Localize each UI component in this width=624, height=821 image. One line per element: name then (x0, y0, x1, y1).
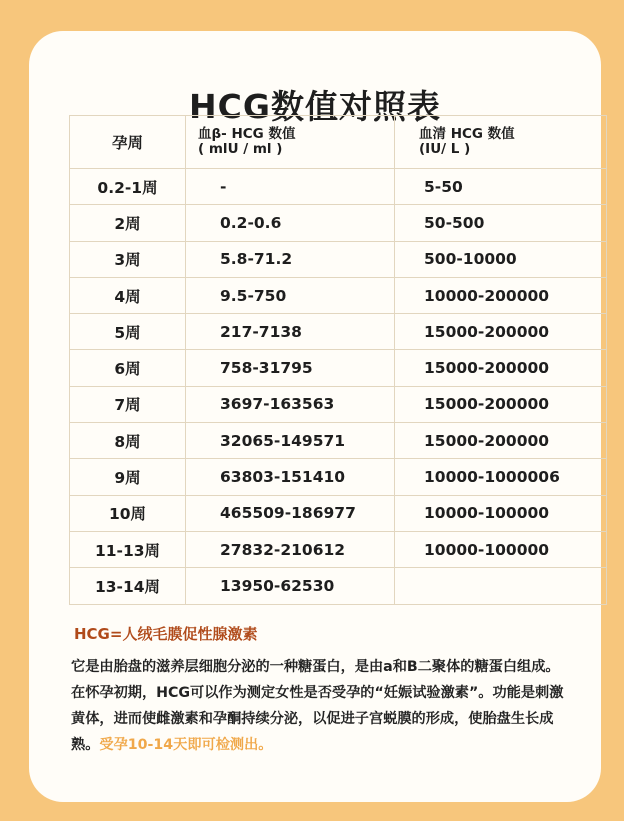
info-section (71, 623, 571, 758)
table-header-row (70, 116, 607, 169)
cell-blood-hcg: 27832-210612 (186, 531, 395, 567)
header-blood-title: 血β- HCG 数值 (198, 126, 296, 142)
cell-serum-hcg (395, 568, 607, 604)
table-row (70, 459, 607, 495)
info-body-text: 它是由胎盘的滋养层细胞分泌的一种糖蛋白，是由a和B二聚体的糖蛋白组成。在怀孕初期，HCG可以作为测定女性是否受孕的“妊娠试验激素”。功能是刺激黄体，进而使雌激素和孕酮持续分泌，以促进子宫蜕膜的形成，使胎盘生长成熟。 (71, 659, 564, 753)
info-body (71, 654, 571, 758)
table-row (70, 205, 607, 241)
table-row (70, 568, 607, 604)
table-row (70, 386, 607, 422)
table-row (70, 241, 607, 277)
cell-blood-hcg: 465509-186977 (186, 495, 395, 531)
info-heading: HCG=人绒毛膜促性腺激素 (74, 625, 258, 643)
page-title: HCG数值对照表 (189, 87, 441, 126)
cell-serum-hcg: 15000-200000 (395, 423, 607, 459)
table-row (70, 531, 607, 567)
table-row (70, 423, 607, 459)
cell-serum-hcg: 15000-200000 (395, 386, 607, 422)
table-row (70, 350, 607, 386)
cell-week: 9周 (70, 459, 186, 495)
cell-serum-hcg: 50-500 (395, 205, 607, 241)
cell-blood-hcg: 13950-62530 (186, 568, 395, 604)
cell-serum-hcg: 10000-100000 (395, 495, 607, 531)
cell-serum-hcg: 15000-200000 (395, 314, 607, 350)
content-card (29, 31, 601, 802)
header-serum-title: 血清 HCG 数值 (419, 126, 515, 142)
table-row (70, 314, 607, 350)
cell-serum-hcg: 500-10000 (395, 241, 607, 277)
cell-blood-hcg: 758-31795 (186, 350, 395, 386)
cell-blood-hcg: 217-7138 (186, 314, 395, 350)
cell-week: 2周 (70, 205, 186, 241)
hcg-table (69, 115, 607, 605)
cell-week: 4周 (70, 277, 186, 313)
table-row (70, 277, 607, 313)
cell-blood-hcg: 32065-149571 (186, 423, 395, 459)
info-highlight: 受孕10-14天即可检测出。 (99, 737, 273, 753)
cell-serum-hcg: 15000-200000 (395, 350, 607, 386)
cell-week: 13-14周 (70, 568, 186, 604)
cell-week: 8周 (70, 423, 186, 459)
cell-blood-hcg: 5.8-71.2 (186, 241, 395, 277)
cell-week: 6周 (70, 350, 186, 386)
cell-serum-hcg: 10000-100000 (395, 531, 607, 567)
cell-week: 11-13周 (70, 531, 186, 567)
cell-week: 3周 (70, 241, 186, 277)
table-row (70, 495, 607, 531)
cell-blood-hcg: 0.2-0.6 (186, 205, 395, 241)
header-week: 孕周 (70, 116, 186, 169)
header-serum-hcg (395, 116, 607, 169)
cell-week: 10周 (70, 495, 186, 531)
cell-blood-hcg: 9.5-750 (186, 277, 395, 313)
cell-serum-hcg: 10000-1000006 (395, 459, 607, 495)
cell-week: 0.2-1周 (70, 169, 186, 205)
header-blood-hcg (186, 116, 395, 169)
table-row (70, 169, 607, 205)
cell-blood-hcg: 63803-151410 (186, 459, 395, 495)
cell-blood-hcg: - (186, 169, 395, 205)
header-serum-unit: (IU/ L ) (419, 141, 471, 157)
cell-serum-hcg: 5-50 (395, 169, 607, 205)
header-blood-unit: ( mlU / ml ) (198, 141, 283, 157)
cell-blood-hcg: 3697-163563 (186, 386, 395, 422)
cell-week: 7周 (70, 386, 186, 422)
cell-week: 5周 (70, 314, 186, 350)
cell-serum-hcg: 10000-200000 (395, 277, 607, 313)
